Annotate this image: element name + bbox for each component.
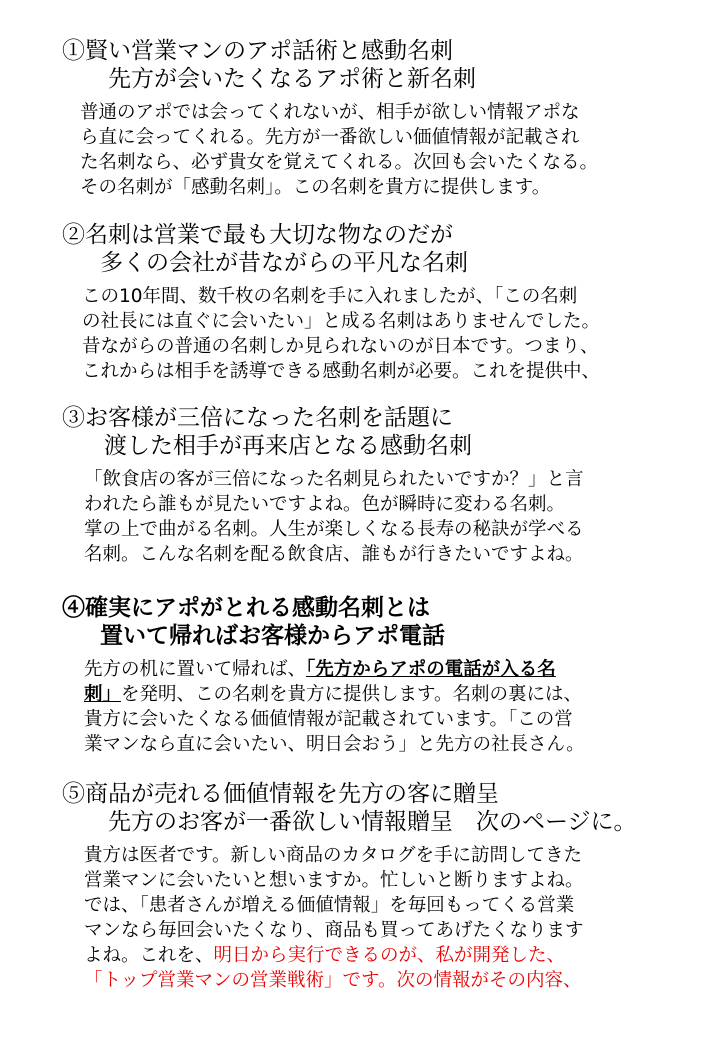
section-3-line-4: 名刺。こんな名刺を配る飲食店、誰もが行きたいですよね。 bbox=[84, 544, 584, 565]
section-4-heading: ④確実にアポがとれる感動名刺とは bbox=[62, 594, 430, 621]
section-2-line-1: この10年間、数千枚の名刺を手に入れましたが、「この名刺 bbox=[82, 286, 578, 307]
section-5-line-2: 営業マンに会いたいと想いますか。忙しいと断りますよね。 bbox=[84, 870, 584, 891]
section-1-heading: ①賢い営業マンのアポ話術と感動名刺 bbox=[62, 38, 453, 64]
section-5-line-5 bbox=[84, 943, 684, 968]
section-3-subheading: 渡した相手が再来店となる感動名刺 bbox=[104, 433, 472, 459]
section-1-line-1: 普通のアポでは会ってくれないが、相手が欲しい情報アポな bbox=[80, 102, 580, 123]
section-3-body bbox=[84, 467, 684, 567]
section-4-subheading: 置いて帰ればお客様からアポ電話 bbox=[100, 622, 445, 649]
section-1-line-3: た名刺なら、必ず貴女を覚えてくれる。次回も会いたくなる。 bbox=[80, 152, 599, 173]
section-4-emphasis-2: 刺」 bbox=[84, 684, 122, 705]
section-4-line-2 bbox=[84, 682, 684, 707]
section-4-line-4: 業マンなら直に会いたい、明日会おう」と先方の社長さん。 bbox=[84, 734, 585, 755]
section-2-heading: ②名刺は営業で最も大切な物なのだが bbox=[62, 222, 453, 248]
section-1-line-4: その名刺が「感動名刺」。この名刺を貴方に提供します。 bbox=[80, 177, 551, 198]
section-3-line-3: 掌の上で曲がる名刺。人生が楽しくなる長寿の秘訣が学べる bbox=[84, 519, 584, 540]
section-5-subheading: 先方のお客が一番欲しい情報贈呈 次のページに。 bbox=[108, 809, 637, 835]
section-4-line-1 bbox=[84, 657, 684, 682]
section-5-line-5-text: よね。これを、 bbox=[84, 945, 214, 966]
section-2-subheading: 多くの会社が昔ながらの平凡な名刺 bbox=[100, 250, 468, 276]
section-5-body bbox=[84, 843, 684, 993]
section-2-line-4: これからは相手を誘導できる感動名刺が必要。これを提供中、 bbox=[82, 361, 601, 382]
section-4-line-1-text: 先方の机に置いて帰れば、 bbox=[84, 659, 307, 680]
section-3-heading: ③お客様が三倍になった名刺を話題に bbox=[62, 405, 453, 431]
section-5-highlight-1: 明日から実行できるのが、私が開発した、 bbox=[213, 945, 566, 966]
section-4-emphasis-1: 「先方からアポの電話が入る名 bbox=[306, 659, 556, 680]
section-1-body bbox=[80, 100, 680, 200]
section-4-line-3: 貴方に会いたくなる価値情報が記載されています。「この営 bbox=[84, 709, 573, 730]
section-1-subheading: 先方が会いたくなるアポ術と新名刺 bbox=[108, 66, 476, 92]
section-3-line-1: 「飲食店の客が三倍になった名刺見られたいですか？」と言 bbox=[84, 469, 584, 490]
section-5-line-4: マンなら毎回会いたくなり、商品も買ってあげたくなります bbox=[84, 920, 584, 941]
section-5-line-1: 貴方は医者です。新しい商品のカタログを手に訪問してきた bbox=[84, 845, 583, 866]
section-2-line-2: の社長には直ぐに会いたい」と成る名刺はありませんでした。 bbox=[82, 311, 601, 332]
section-4-line-2-text: を発明、この名刺を貴方に提供します。名刺の裏には、 bbox=[121, 684, 583, 705]
section-4-body bbox=[84, 657, 684, 757]
section-2-line-3: 昔ながらの普通の名刺しか見られないのが日本です。つまり、 bbox=[82, 336, 599, 357]
section-5-highlight-2: 「トップ営業マンの営業戦術」です。次の情報がその内容、 bbox=[84, 970, 582, 991]
section-5-heading: ⑤商品が売れる価値情報を先方の客に贈呈 bbox=[62, 781, 499, 807]
section-1-line-2: ら直に会ってくれる。先方が一番欲しい価値情報が記載され bbox=[80, 127, 580, 148]
section-3-line-2: われたら誰もが見たいですよね。色が瞬時に変わる名刺。 bbox=[84, 494, 566, 515]
section-2-body bbox=[82, 284, 682, 384]
section-5-line-3: では、「患者さんが増える価値情報」を毎回もってくる営業 bbox=[84, 895, 575, 916]
